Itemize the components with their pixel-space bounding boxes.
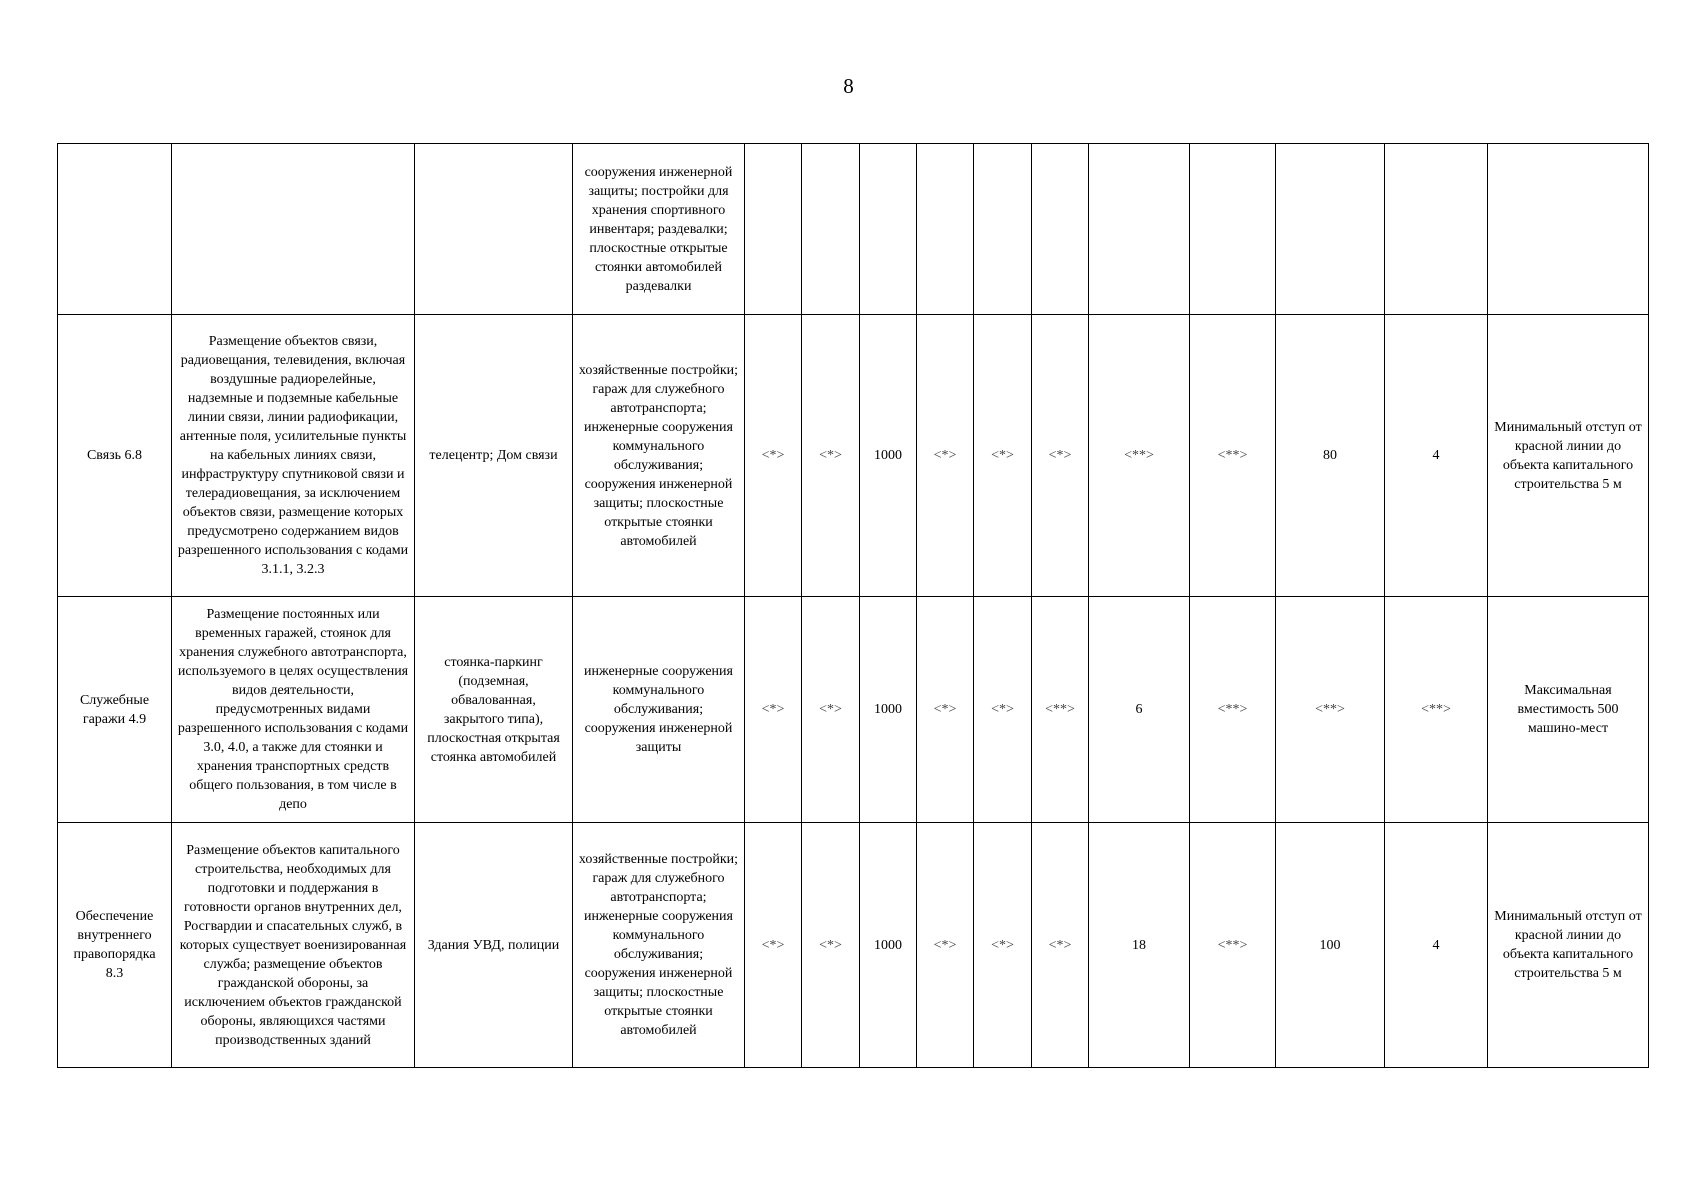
param-cell bbox=[860, 144, 917, 315]
param-cell: <*> bbox=[802, 315, 860, 597]
use-type-cell: Связь 6.8 bbox=[58, 315, 172, 597]
param-cell bbox=[745, 144, 802, 315]
param-cell: <*> bbox=[917, 315, 974, 597]
param-cell: <**> bbox=[1190, 597, 1276, 823]
table-row bbox=[58, 144, 1649, 315]
param-cell: 1000 bbox=[860, 315, 917, 597]
use-type-cell: Служебные гаражи 4.9 bbox=[58, 597, 172, 823]
param-cell: 18 bbox=[1089, 823, 1190, 1068]
param-cell: 4 bbox=[1385, 315, 1488, 597]
param-cell: <*> bbox=[917, 597, 974, 823]
param-cell: <**> bbox=[1032, 597, 1089, 823]
main-objects-cell: Здания УВД, полиции bbox=[415, 823, 573, 1068]
param-cell: 1000 bbox=[860, 823, 917, 1068]
param-cell: <*> bbox=[917, 823, 974, 1068]
table-row bbox=[58, 823, 1649, 1068]
param-cell: 100 bbox=[1276, 823, 1385, 1068]
param-cell bbox=[1190, 144, 1276, 315]
param-cell: <*> bbox=[974, 315, 1032, 597]
note-cell bbox=[1488, 144, 1649, 315]
param-cell bbox=[917, 144, 974, 315]
param-cell: <*> bbox=[974, 823, 1032, 1068]
main-objects-cell: телецентр; Дом связи bbox=[415, 315, 573, 597]
param-cell bbox=[974, 144, 1032, 315]
main-objects-cell bbox=[415, 144, 573, 315]
note-cell: Максимальная вместимость 500 машино-мест bbox=[1488, 597, 1649, 823]
param-cell: 80 bbox=[1276, 315, 1385, 597]
param-cell: <*> bbox=[802, 597, 860, 823]
param-cell bbox=[802, 144, 860, 315]
param-cell: <*> bbox=[802, 823, 860, 1068]
param-cell: <**> bbox=[1385, 597, 1488, 823]
param-cell: 4 bbox=[1385, 823, 1488, 1068]
param-cell: <*> bbox=[745, 823, 802, 1068]
auxiliary-objects-cell: хозяйственные постройки; гараж для служебного автотранспорта; инженерные сооружения коммунального обслуживания; сооружения инженерной защиты; плоскостные открытые стоянки автомобилей bbox=[573, 315, 745, 597]
param-cell bbox=[1032, 144, 1089, 315]
param-cell: <*> bbox=[1032, 823, 1089, 1068]
auxiliary-objects-cell: сооружения инженерной защиты; постройки для хранения спортивного инвентаря; раздевалки; плоскостные открытые стоянки автомобилей раздевалки bbox=[573, 144, 745, 315]
description-cell: Размещение объектов связи, радиовещания, телевидения, включая воздушные радиорелейные, надземные и подземные кабельные линии связи, линии радиофикации, антенные поля, усилительные пункты на кабельных линиях связи, инфраструктуру спутниковой связи и телерадиовещания, за исключением объектов связи, размещение которых предусмотрено содержанием видов разрешенного использования с кодами 3.1.1, 3.2.3 bbox=[172, 315, 415, 597]
param-cell: <**> bbox=[1276, 597, 1385, 823]
param-cell bbox=[1089, 144, 1190, 315]
use-type-cell: Обеспечение внутреннего правопорядка 8.3 bbox=[58, 823, 172, 1068]
param-cell: <**> bbox=[1089, 315, 1190, 597]
description-cell: Размещение объектов капитального строительства, необходимых для подготовки и поддержания в готовности органов внутренних дел, Росгвардии и спасательных служб, в которых существует военизированная служба; размещение объектов гражданской обороны, за исключением объектов гражданской обороны, являющихся частями производственных зданий bbox=[172, 823, 415, 1068]
table-body bbox=[58, 144, 1649, 1068]
table-row bbox=[58, 597, 1649, 823]
auxiliary-objects-cell: инженерные сооружения коммунального обслуживания; сооружения инженерной защиты bbox=[573, 597, 745, 823]
param-cell: <*> bbox=[974, 597, 1032, 823]
param-cell: <**> bbox=[1190, 823, 1276, 1068]
note-cell: Минимальный отступ от красной линии до объекта капитального строительства 5 м bbox=[1488, 315, 1649, 597]
param-cell: 6 bbox=[1089, 597, 1190, 823]
param-cell bbox=[1276, 144, 1385, 315]
param-cell bbox=[1385, 144, 1488, 315]
param-cell: <*> bbox=[745, 597, 802, 823]
auxiliary-objects-cell: хозяйственные постройки; гараж для служебного автотранспорта; инженерные сооружения коммунального обслуживания; сооружения инженерной защиты; плоскостные открытые стоянки автомобилей bbox=[573, 823, 745, 1068]
table-row bbox=[58, 315, 1649, 597]
param-cell: 1000 bbox=[860, 597, 917, 823]
description-cell bbox=[172, 144, 415, 315]
param-cell: <**> bbox=[1190, 315, 1276, 597]
note-cell: Минимальный отступ от красной линии до объекта капитального строительства 5 м bbox=[1488, 823, 1649, 1068]
main-objects-cell: стоянка-паркинг (подземная, обвалованная, закрытого типа), плоскостная открытая стоянка автомобилей bbox=[415, 597, 573, 823]
param-cell: <*> bbox=[745, 315, 802, 597]
use-type-cell bbox=[58, 144, 172, 315]
param-cell: <*> bbox=[1032, 315, 1089, 597]
description-cell: Размещение постоянных или временных гаражей, стоянок для хранения служебного автотранспорта, используемого в целях осуществления видов деятельности, предусмотренных видами разрешенного использования с кодами 3.0, 4.0, а также для стоянки и хранения транспортных средств общего пользования, в том числе в депо bbox=[172, 597, 415, 823]
page-number: 8 bbox=[843, 74, 854, 98]
land-use-regulations-table bbox=[57, 143, 1649, 1068]
